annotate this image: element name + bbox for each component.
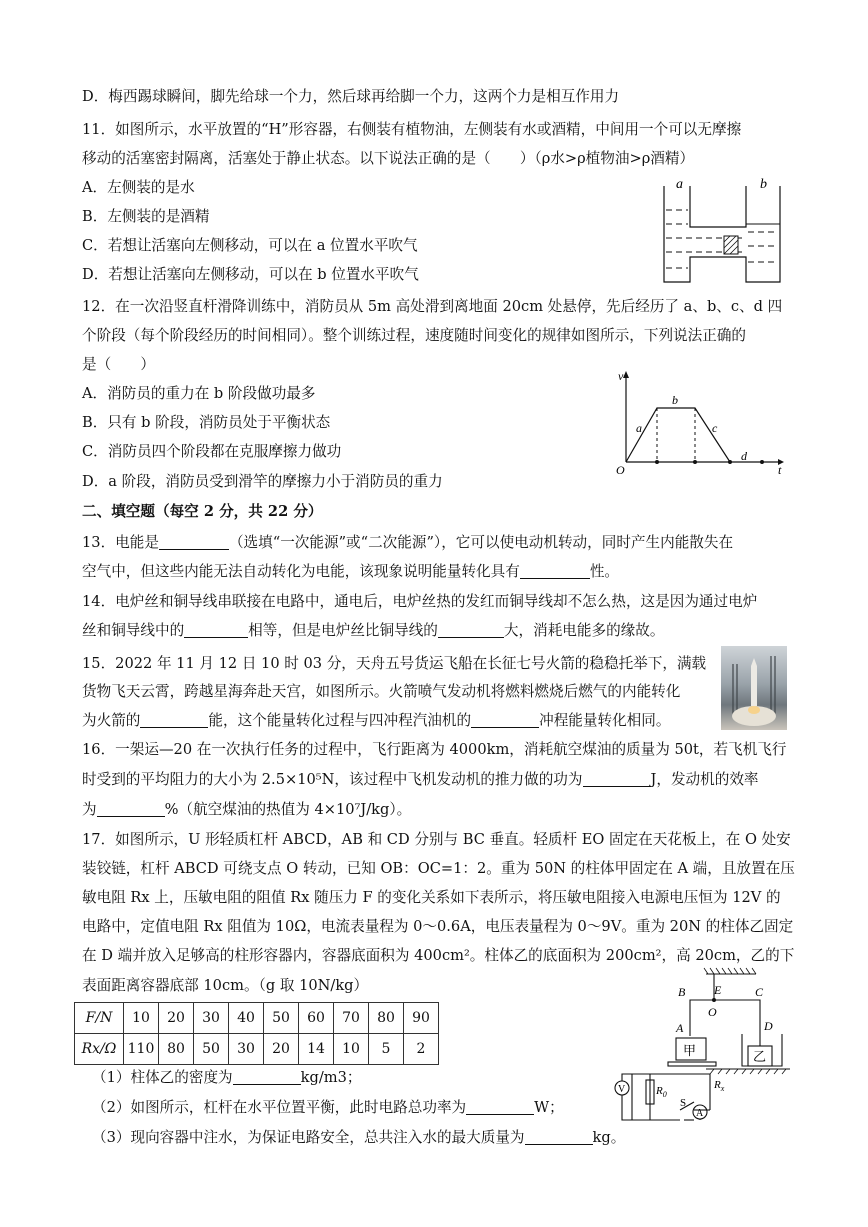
q12-stem-2: 个阶段（每个阶段经历的时间相同）。整个训练过程，速度随时间变化的规律如图所示，下列说法正确的	[82, 327, 747, 344]
q11-stem-1: 11．如图所示，水平放置的“H”形容器，右侧装有植物油，左侧装有水或酒精，中间用一个可以无摩擦	[82, 121, 742, 138]
table-cell: 10	[124, 1003, 159, 1034]
q17-line-3: 敏电阻 Rx 上，压敏电阻的阻值 Rx 随压力 F 的变化关系如下表所示，将压敏电阻接入电源电压恒为 12V 的	[82, 889, 781, 906]
q12-option-c: C．消防员四个阶段都在克服摩擦力做功	[82, 443, 342, 460]
table-cell: 60	[299, 1003, 334, 1034]
h-container-figure	[650, 172, 800, 292]
block-jia-label: 甲	[683, 1043, 697, 1058]
velocity-time-graph	[612, 366, 788, 478]
point-o-label: O	[708, 1005, 717, 1019]
q12-option-b: B．只有 b 阶段，消防员处于平衡状态	[82, 414, 331, 431]
q11-option-c: C．若想让活塞向左侧移动，可以在 a 位置水平吹气	[82, 237, 418, 254]
q17-line-4: 电路中，定值电阻 Rx 阻值为 10Ω，电流表量程为 0～0.6A，电压表量程为 0～9V。重为 20N 的柱体乙固定	[82, 918, 794, 935]
voltmeter-label: V	[618, 1084, 626, 1095]
answer-blank[interactable]	[583, 772, 651, 787]
table-cell: 80	[369, 1003, 404, 1034]
answer-blank[interactable]	[520, 564, 590, 579]
q17-line-5: 在 D 端并放入足够高的柱形容器内，容器底面积为 400cm²。柱体乙的底面积为 200cm²，高 20cm，乙的下	[82, 947, 795, 964]
label-b: b	[760, 177, 767, 192]
answer-blank[interactable]	[525, 1130, 593, 1145]
q13-line-1: 13．电能是 （选填“一次能源”或“二次能源”），它可以使电动机转动，同时产生内能散失在	[82, 534, 734, 551]
stage-b-label: b	[672, 393, 678, 407]
table-cell: 14	[299, 1034, 334, 1065]
q17-sub-3: （3）现向容器中注水，为保证电路安全，总共注入水的最大质量为 kg。	[92, 1129, 626, 1146]
table-cell: 2	[404, 1034, 439, 1065]
point-d-label: D	[764, 1019, 773, 1033]
table-cell: 40	[229, 1003, 264, 1034]
header-resistance: Rx/Ω	[75, 1034, 124, 1065]
table-cell: 50	[194, 1034, 229, 1065]
q17-line-1: 17．如图所示，U 形轻质杠杆 ABCD，AB 和 CD 分别与 BC 垂直。轻质杆 EO 固定在天花板上，在 O 处安	[82, 831, 791, 848]
stage-c-label: c	[712, 421, 718, 435]
q15-line-2: 货物飞天云霄，跨越星海奔赴天宫，如图所示。火箭喷气发动机将燃料燃烧后燃气的内能转化	[82, 683, 681, 700]
table-cell: 70	[334, 1003, 369, 1034]
table-cell: 50	[264, 1003, 299, 1034]
option-10d: D．梅西踢球瞬间，脚先给球一个力，然后球再给脚一个力，这两个力是相互作用力	[82, 88, 620, 105]
point-b-label: B	[678, 985, 686, 999]
table-row	[75, 1034, 439, 1065]
q14-line-2: 丝和铜导线中的 相等，但是电炉丝比铜导线的 大，消耗电能多的缘故。	[82, 622, 665, 639]
table-cell: 80	[159, 1034, 194, 1065]
rx-label: $R_x$	[714, 1079, 725, 1093]
q17-sub-2: （2）如图所示，杠杆在水平位置平衡，此时电路总功率为 W；	[92, 1099, 564, 1116]
q13-line-2: 空气中，但这些内能无法自动转化为电能，该现象说明能量转化具有 性。	[82, 563, 620, 580]
piston	[724, 236, 738, 254]
lever-circuit-figure	[610, 966, 792, 1126]
table-cell: 5	[369, 1034, 404, 1065]
label-a: a	[676, 177, 683, 192]
stage-d-label: d	[741, 449, 747, 463]
table-cell: 110	[124, 1034, 159, 1065]
table-row	[75, 1003, 439, 1034]
table-cell: 90	[404, 1003, 439, 1034]
q17-sub-1: （1）柱体乙的密度为 kg/m3；	[92, 1069, 362, 1086]
rocket-launch-photo	[721, 646, 787, 730]
answer-blank[interactable]	[438, 623, 504, 638]
answer-blank[interactable]	[97, 802, 165, 817]
q14-line-1: 14．电炉丝和铜导线串联接在电路中，通电后，电炉丝热的发红而铜导线却不怎么热，这是因为通过电炉	[82, 593, 758, 610]
q16-line-2: 时受到的平均阻力的大小为 2.5×10⁵N，该过程中飞机发动机的推力做的功为 J，发动机的效率	[82, 771, 759, 788]
point-a-label: A	[676, 1021, 684, 1035]
point-e-label: E	[714, 983, 722, 997]
switch-label: S	[680, 1097, 687, 1109]
answer-blank[interactable]	[233, 1070, 301, 1085]
q15-line-3: 为火箭的 能，这个能量转化过程与四冲程汽油机的 冲程能量转化相同。	[82, 712, 671, 729]
q12-stem-1: 12．在一次沿竖直杆滑降训练中，消防员从 5m 高处滑到离地面 20cm 处悬停，先后经历了 a、b、c、d 四	[82, 298, 783, 315]
q16-line-1: 16．一架运—20 在一次执行任务的过程中，飞行距离为 4000km，消耗航空煤油的质量为 50t，若飞机飞行	[82, 741, 787, 758]
q12-option-d: D．a 阶段，消防员受到滑竿的摩擦力小于消防员的重力	[82, 473, 443, 490]
answer-blank[interactable]	[466, 1100, 534, 1115]
q11-option-b: B．左侧装的是酒精	[82, 208, 210, 225]
q12-stem-3: 是（ ）	[82, 356, 155, 373]
q12-option-a: A．消防员的重力在 b 阶段做功最多	[82, 385, 316, 402]
q15-line-1: 15．2022 年 11 月 12 日 10 时 03 分，天舟五号货运飞船在长征七号火箭的稳稳托举下，满载	[82, 655, 707, 672]
answer-blank[interactable]	[471, 713, 539, 728]
stage-a-label: a	[636, 421, 642, 435]
table-cell: 20	[264, 1034, 299, 1065]
r0-label: $R_0$	[656, 1085, 667, 1099]
table-cell: 20	[159, 1003, 194, 1034]
axis-v-label: v	[618, 369, 624, 383]
point-c-label: C	[755, 985, 764, 999]
table-cell: 30	[194, 1003, 229, 1034]
axis-t-label: t	[778, 463, 782, 477]
answer-blank[interactable]	[159, 535, 229, 550]
table-cell: 30	[229, 1034, 264, 1065]
answer-blank[interactable]	[184, 623, 248, 638]
force-resistance-table	[74, 1002, 439, 1065]
header-force: F/N	[75, 1003, 124, 1034]
table-cell: 10	[334, 1034, 369, 1065]
ammeter-label: A	[696, 1108, 704, 1119]
q16-line-3: 为 %（航空煤油的热值为 4×10⁷J/kg）。	[82, 801, 412, 818]
q17-line-6: 表面距离容器底部 10cm。（g 取 10N/kg）	[82, 977, 369, 994]
q11-stem-2: 移动的活塞密封隔离，活塞处于静止状态。以下说法正确的是（ ）（ρ水>ρ植物油>ρ酒精）	[82, 150, 695, 167]
block-yi-label: 乙	[753, 1049, 767, 1064]
answer-blank[interactable]	[140, 713, 208, 728]
q11-option-d: D．若想让活塞向左侧移动，可以在 b 位置水平吹气	[82, 266, 419, 283]
q17-line-2: 装铰链，杠杆 ABCD 可绕支点 O 转动，已知 OB：OC=1：2。重为 50N 的柱体甲固定在 A 端，且放置在压	[82, 860, 795, 877]
section-heading-fill-in: 二、填空题（每空 2 分，共 22 分）	[82, 503, 323, 520]
origin-label: O	[616, 463, 625, 477]
q11-option-a: A．左侧装的是水	[82, 179, 195, 196]
